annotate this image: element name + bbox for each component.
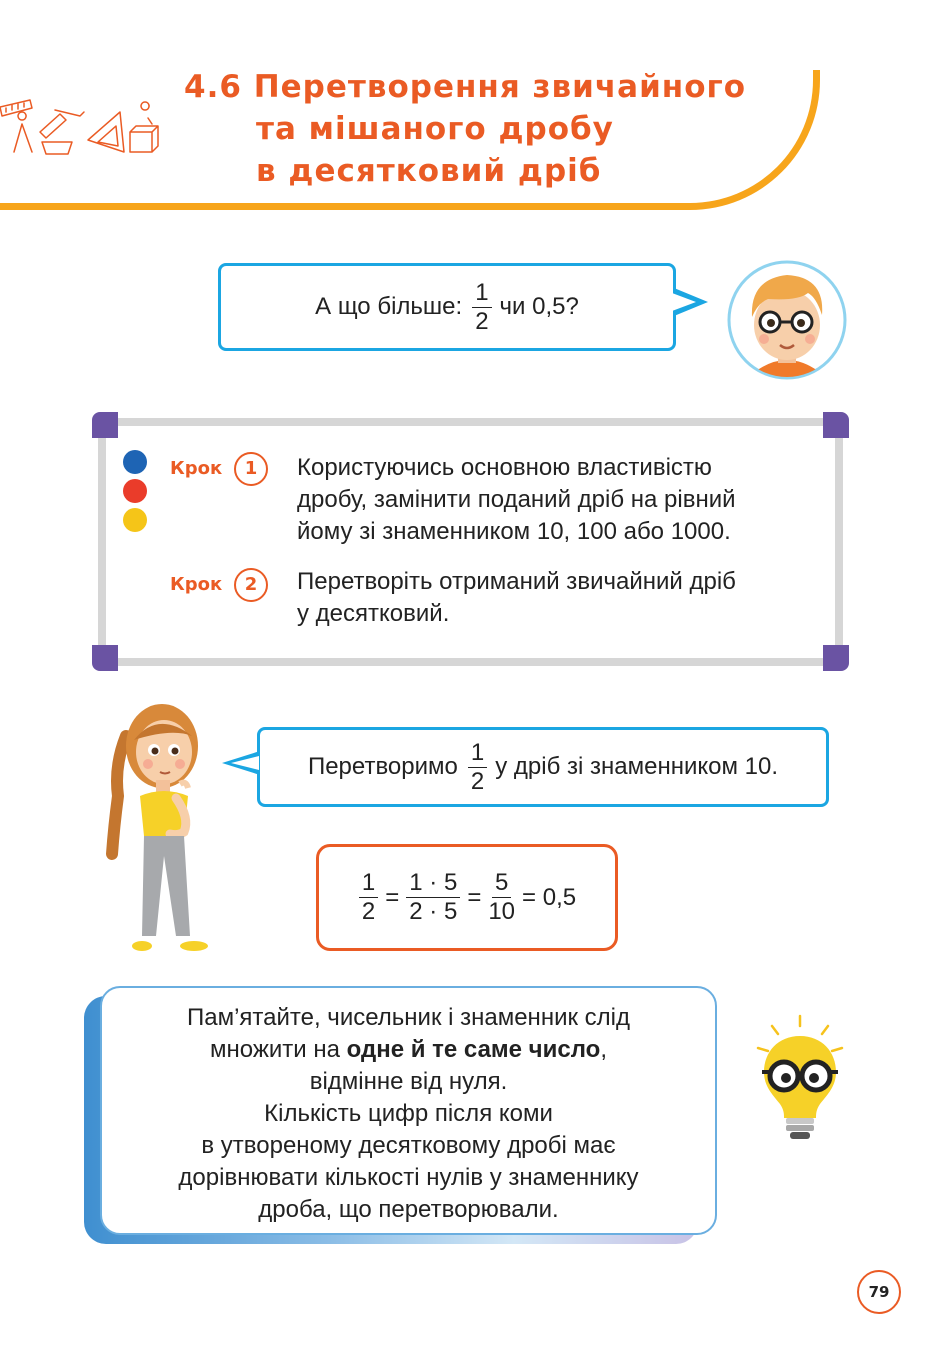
step-1-line: дробу, замінити поданий дріб на рівний bbox=[297, 486, 736, 513]
question-prefix: А що більше: bbox=[315, 293, 463, 320]
title-line-2: та мішаного дробу bbox=[256, 111, 614, 147]
fraction-numerator: 5 bbox=[492, 871, 511, 898]
fraction-numerator: 1 · 5 bbox=[406, 871, 460, 898]
bubble-tail-inner bbox=[231, 756, 259, 770]
title-line-3: в десятковий дріб bbox=[256, 153, 602, 189]
note-text: множити на bbox=[210, 1036, 347, 1063]
magnet-dot-red bbox=[123, 479, 147, 503]
step-1-number: 1 bbox=[234, 452, 268, 486]
magnet-dot-yellow bbox=[123, 508, 147, 532]
board-corner bbox=[823, 412, 849, 438]
note-line: в утвореному десятковому дробі має bbox=[201, 1132, 616, 1159]
fraction-numerator: 1 bbox=[359, 871, 378, 898]
magnet-dot-blue bbox=[123, 450, 147, 474]
note-emphasis: одне й те саме число bbox=[346, 1036, 601, 1063]
formula-result: = 0,5 bbox=[522, 883, 577, 911]
note-line: відмінне від нуля. bbox=[309, 1068, 508, 1095]
question-suffix: чи 0,5? bbox=[499, 293, 579, 320]
step-1-text bbox=[297, 452, 736, 548]
question-bubble bbox=[218, 263, 676, 351]
note-text: , bbox=[600, 1036, 607, 1063]
formula-fraction-3 bbox=[488, 871, 515, 924]
title-line-1: 4.6 Перетворення звичайного bbox=[184, 69, 747, 105]
convert-fraction bbox=[468, 738, 487, 795]
fraction-numerator: 1 bbox=[468, 741, 487, 768]
step-1-label: Крок bbox=[170, 458, 223, 479]
fraction-denominator: 2 bbox=[475, 307, 489, 335]
board-corner bbox=[92, 645, 118, 671]
fraction-denominator: 2 bbox=[361, 898, 376, 925]
fraction-denominator: 2 · 5 bbox=[409, 898, 458, 925]
formula-fraction-2 bbox=[406, 871, 460, 924]
convert-suffix: у дріб зі знаменником 10. bbox=[495, 753, 779, 780]
note-line: Кількість цифр після коми bbox=[264, 1100, 553, 1127]
board-corner bbox=[823, 645, 849, 671]
convert-bubble bbox=[257, 727, 829, 807]
page-title bbox=[184, 66, 746, 192]
step-1-line: йому зі знаменником 10, 100 або 1000. bbox=[297, 518, 731, 545]
step-2-line: Перетворіть отриманий звичайний дріб bbox=[297, 568, 736, 595]
step-2-line: у десятковий. bbox=[297, 600, 450, 627]
note-line: дроба, що перетворювали. bbox=[258, 1196, 559, 1223]
header-band-cover bbox=[0, 0, 935, 70]
convert-prefix: Перетворимо bbox=[307, 753, 458, 780]
board-corner bbox=[92, 412, 118, 438]
note-line: дорівнювати кількості нулів у знаменнику bbox=[178, 1164, 639, 1191]
step-2-number: 2 bbox=[234, 568, 268, 602]
step-2-label: Крок bbox=[170, 574, 223, 595]
note-line bbox=[102, 1034, 715, 1066]
fraction-numerator: 1 bbox=[472, 281, 491, 308]
fraction-denominator: 10 bbox=[488, 898, 516, 925]
formula-fraction-1 bbox=[359, 871, 378, 924]
lightbulb-icon bbox=[750, 1012, 850, 1144]
school-supplies-icon bbox=[0, 92, 170, 164]
boy-avatar bbox=[726, 259, 848, 381]
step-1-line: Користуючись основною властивістю bbox=[297, 454, 712, 481]
note-box bbox=[100, 986, 717, 1235]
note-line: Пам’ятайте, чисельник і знаменник слід bbox=[187, 1004, 630, 1031]
question-fraction bbox=[472, 278, 491, 335]
formula-box bbox=[316, 844, 618, 951]
page-number: 79 bbox=[857, 1270, 901, 1314]
equals-sign: = bbox=[385, 883, 400, 911]
bubble-tail-inner bbox=[672, 293, 696, 311]
girl-illustration bbox=[104, 700, 216, 962]
step-2-text bbox=[297, 566, 736, 630]
fraction-denominator: 2 bbox=[470, 767, 485, 795]
equals-sign: = bbox=[467, 883, 482, 911]
